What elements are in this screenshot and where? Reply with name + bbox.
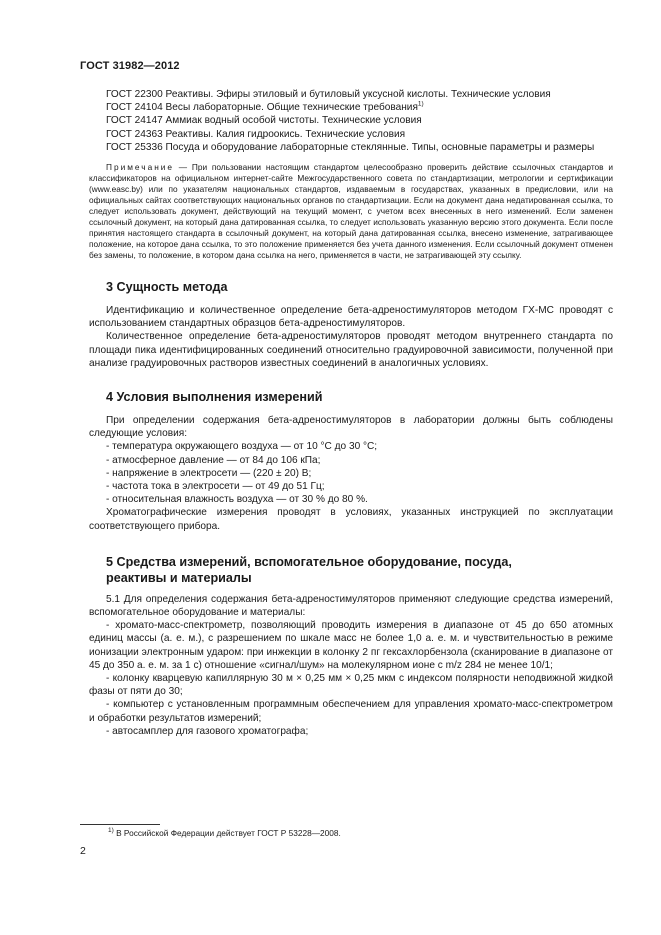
section-3-paragraph: Идентификацию и количественное определение бета-адреностимуляторов методом ГХ-МС проводят с использованием стандартных образцов бета-адреностимуляторов. [89, 305, 613, 330]
reference-item: ГОСТ 25336 Посуда и оборудование лабораторные стеклянные. Типы, основные параметры и размеры [106, 141, 595, 153]
normative-references-list [89, 88, 613, 154]
condition-item: - температура окружающего воздуха — от 10 °С до 30 °С; [106, 441, 378, 453]
footnote-text: В Российской Федерации действует ГОСТ Р 53228—2008. [113, 828, 341, 838]
reference-item [89, 101, 613, 114]
section-4-intro: При определении содержания бета-адреностимуляторов в лаборатории должны быть соблюдены следующие условия: [89, 415, 613, 440]
section-5-heading-line1: 5 Средства измерений, вспомогательное оборудование, посуда, [106, 554, 512, 569]
document-header: ГОСТ 31982—2012 [80, 60, 180, 72]
reference-item: ГОСТ 24363 Реактивы. Калия гидроокись. Технические условия [106, 128, 406, 140]
page-content [89, 88, 613, 738]
reference-text: ГОСТ 24104 Весы лабораторные. Общие технические требования [106, 102, 418, 114]
reference-item: ГОСТ 22300 Реактивы. Эфиры этиловый и бутиловый уксусной кислоты. Технические условия [106, 89, 551, 100]
footnote-marker: 1) [417, 100, 424, 108]
section-5-heading [106, 554, 613, 586]
section-5-paragraph: 5.1 Для определения содержания бета-адреностимуляторов применяют следующие средства измерений, вспомогательное оборудование и материалы: [89, 593, 613, 619]
footnote [108, 828, 341, 839]
equipment-item: - хромато-масс-спектрометр, позволяющий проводить измерения в диапазоне от 45 до 650 атомных единиц массы (а. е. м.), с разрешением по шкале масс не более 1,0 а. е. м. и чувствительностью в режиме ионизации электронным ударом: при инжекции в колонку 2 пг гексахлорбензола (сканирование в диапазоне от 45 до 350 а. е. м. за 1 с) отношение «сигнал/шум» на молекулярном ионе с m/z 284 не менее 10/1; [89, 620, 613, 671]
reference-item: ГОСТ 24147 Аммиак водный особой чистоты. Технические условия [106, 115, 422, 127]
condition-item: - атмосферное давление — от 84 до 106 кПа; [106, 454, 321, 466]
section-3-heading: 3 Сущность метода [106, 280, 228, 295]
condition-item: - относительная влажность воздуха — от 30 % до 80 %. [106, 494, 368, 506]
note-paragraph [89, 162, 613, 261]
section-4-heading: 4 Условия выполнения измерений [106, 390, 323, 405]
page-number: 2 [80, 845, 86, 857]
note-dash: — [174, 162, 192, 173]
note-text: При пользовании настоящим стандартом целесообразно проверить действие ссылочных стандартов и классификаторов на официальном интернет-сайте Межгосударственного совета по стандартизации, метрологии и сертификации (www.easc.by) или по указателям национальных стандартов, издаваемым в государствах, указанных в предисловии, или на официальных сайтах соответствующих национальных органов по стандартизации. Если на документ дана недатированная ссылка, то следует использовать документ, действующий на текущий момент, с учетом всех внесенных в него изменений. Если заменен ссылочный документ, на который дана датированная ссылка, то следует использовать указанную версию этого документа. Если после принятия настоящего стандарта в ссылочный документ, на который дана датированная ссылка, внесено изменение, затрагивающее положение, на которое дана ссылка, то это положение применяется без учета данного изменения. Если ссылочный документ отменен без замены, то положение, в котором дана ссылка на него, применяется в части, не затрагивающей эту ссылку. [89, 162, 613, 261]
condition-item: - напряжение в электросети — (220 ± 20) В; [106, 467, 312, 479]
condition-item: - частота тока в электросети — от 49 до 51 Гц; [106, 481, 325, 493]
footnote-divider [80, 824, 160, 825]
note-label: Примечание [106, 162, 175, 173]
equipment-item: - автосамплер для газового хроматографа; [106, 725, 309, 737]
footnote-marker: 1) [108, 827, 114, 835]
section-5-heading-line2: реактивы и материалы [106, 570, 252, 585]
equipment-item: - компьютер с установленным программным обеспечением для управления хромато-масс-спектрометром и обработки результатов измерений; [89, 699, 613, 724]
equipment-item: - колонку кварцевую капиллярную 30 м × 0,25 мм × 0,25 мкм с индексом полярности неподвижной жидкой фазы от пяти до 30; [89, 673, 613, 698]
section-4-outro: Хроматографические измерения проводят в условиях, указанных инструкцией по эксплуатации соответствующего прибора. [89, 507, 613, 532]
section-3-paragraph: Количественное определение бета-адреностимуляторов проводят методом внутреннего стандарта по площади пика идентифицированных соединений относительно градуировочной зависимости, полученной при анализе градуировочных растворов известных соединений в аналогичных условиях. [89, 331, 613, 369]
